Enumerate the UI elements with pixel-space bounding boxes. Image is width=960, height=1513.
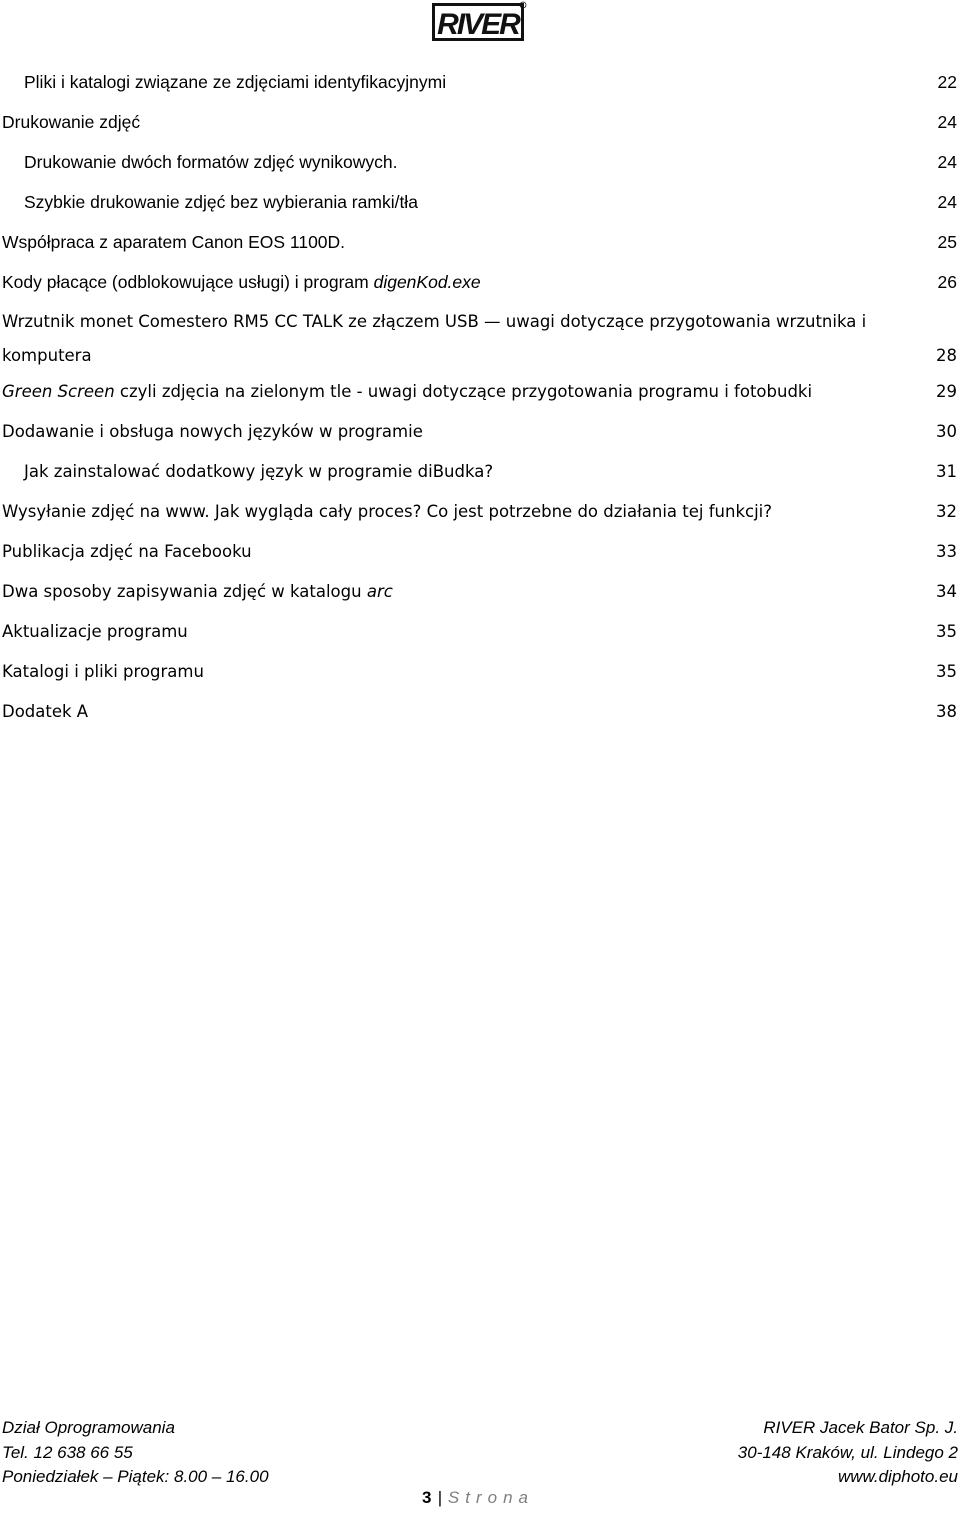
page-number-value: 3 [422, 1488, 432, 1507]
toc-entry-page: 29 [936, 382, 957, 401]
toc-leader-dots [94, 344, 934, 361]
toc-leader-dots [495, 460, 934, 477]
toc-entry-title-text: czyli zdjęcia na zielonym tle - uwagi dotyczące przygotowania programu i fotobudki [114, 382, 813, 401]
toc-entry[interactable] [2, 222, 957, 262]
toc-leader-dots [142, 110, 935, 128]
toc-leader-dots [774, 500, 934, 517]
toc-entry-title: Współpraca z aparatem Canon EOS 1100D. [2, 232, 346, 252]
toc-entry[interactable] [2, 262, 957, 302]
page-number-separator: | [437, 1488, 442, 1507]
toc-entry-page: 26 [937, 272, 957, 292]
toc-entry-title-text: Kody płacące (odblokowujące usługi) i program [2, 272, 374, 292]
toc-leader-dots [399, 150, 935, 168]
toc-entry-title-italic: digenKod.exe [373, 272, 481, 292]
toc-entry-title: Aktualizacje programu [2, 622, 188, 641]
toc-entry[interactable] [2, 612, 957, 652]
toc-entry-title-line2: komputera [2, 346, 92, 365]
toc-entry[interactable] [24, 142, 957, 182]
toc-leader-dots [254, 540, 934, 557]
footer-website[interactable]: www.diphoto.eu [837, 1467, 958, 1486]
toc-entry-page: 22 [937, 72, 957, 92]
footer-hours: Poniedziałek – Piątek: 8.00 – 16.00 [2, 1467, 269, 1486]
toc-entry-title [2, 572, 393, 612]
toc-entry-page: 32 [936, 502, 957, 521]
footer-department: Dział Oprogramowania [2, 1418, 175, 1437]
toc-entry-title: Dodawanie i obsługa nowych języków w programie [2, 422, 423, 441]
toc-entry-title-text: Dwa sposoby zapisywania zdjęć w katalogu [2, 582, 367, 601]
toc-entry[interactable] [24, 452, 957, 492]
toc-entry[interactable] [2, 532, 957, 572]
toc-entry-page: 34 [936, 582, 957, 601]
toc-entry[interactable] [2, 692, 957, 732]
svg-text:RIVER: RIVER [437, 8, 519, 41]
footer-phone: Tel. 12 638 66 55 [2, 1443, 133, 1462]
toc-entry-page: 24 [937, 152, 957, 172]
toc-leader-dots [206, 660, 934, 677]
toc-leader-dots [90, 700, 934, 717]
toc-entry-title: Publikacja zdjęć na Facebooku [2, 542, 252, 561]
river-logo [432, 1, 528, 43]
toc-leader-dots [420, 190, 936, 208]
toc-leader-dots [395, 580, 934, 597]
toc-entry-title [2, 262, 481, 302]
footer-company: RIVER Jacek Bator Sp. J. [763, 1418, 958, 1437]
toc-leader-dots [190, 620, 934, 637]
toc-entry-page: 38 [936, 702, 957, 721]
toc-entry-page: 28 [936, 346, 957, 365]
toc-entry[interactable] [2, 302, 957, 382]
toc-entry-title: Jak zainstalować dodatkowy język w programie diBudka? [24, 462, 494, 481]
toc-entry-page: 31 [936, 462, 957, 481]
toc-entry[interactable] [2, 412, 957, 452]
page-number [422, 1488, 534, 1508]
toc-leader-dots [483, 270, 936, 288]
toc-entry-title: Szybkie drukowanie zdjęć bez wybierania ramki/tła [24, 192, 418, 212]
toc-entry-title-line1: Wrzutnik monet Comestero RM5 CC TALK ze złączem USB — uwagi dotyczące przygotowania wrzutnika i [2, 312, 867, 331]
toc-entry[interactable] [2, 652, 957, 692]
toc-entry-page: 24 [937, 112, 957, 132]
toc-entry-title: Dodatek A [2, 702, 89, 721]
toc-entry-page: 33 [936, 542, 957, 561]
toc-entry-title-italic: arc [366, 582, 393, 601]
toc-entry-page: 30 [936, 422, 957, 441]
toc-leader-dots [425, 420, 934, 437]
toc-entry[interactable] [2, 492, 957, 532]
toc-entry-title-italic: Green Screen [2, 382, 115, 401]
toc-entry-title: Katalogi i pliki programu [2, 662, 204, 681]
toc-entry-page: 25 [937, 232, 957, 252]
toc-entry[interactable] [24, 182, 957, 222]
toc-entry[interactable] [24, 62, 957, 102]
toc-entry-title [2, 372, 812, 412]
toc-entry-page: 35 [936, 662, 957, 681]
toc-entry-page: 24 [937, 192, 957, 212]
toc-entry-title: Pliki i katalogi związane ze zdjęciami identyfikacyjnymi [24, 72, 447, 92]
toc-leader-dots [347, 230, 935, 248]
toc-leader-dots [814, 380, 934, 397]
page-number-label: Strona [447, 1488, 534, 1507]
toc-entry-page: 35 [936, 622, 957, 641]
toc-entry[interactable] [2, 572, 957, 612]
toc-entry[interactable] [2, 102, 957, 142]
footer-address: 30-148 Kraków, ul. Lindego 2 [737, 1443, 958, 1462]
toc-entry-title: Drukowanie zdjęć [2, 112, 141, 132]
toc-entry[interactable] [2, 372, 957, 412]
toc-entry-title: Wysyłanie zdjęć na www. Jak wygląda cały proces? Co jest potrzebne do działania tej funkcji? [2, 502, 773, 521]
toc-leader-dots [448, 70, 935, 88]
toc-entry-title: Drukowanie dwóch formatów zdjęć wynikowych. [24, 152, 398, 172]
